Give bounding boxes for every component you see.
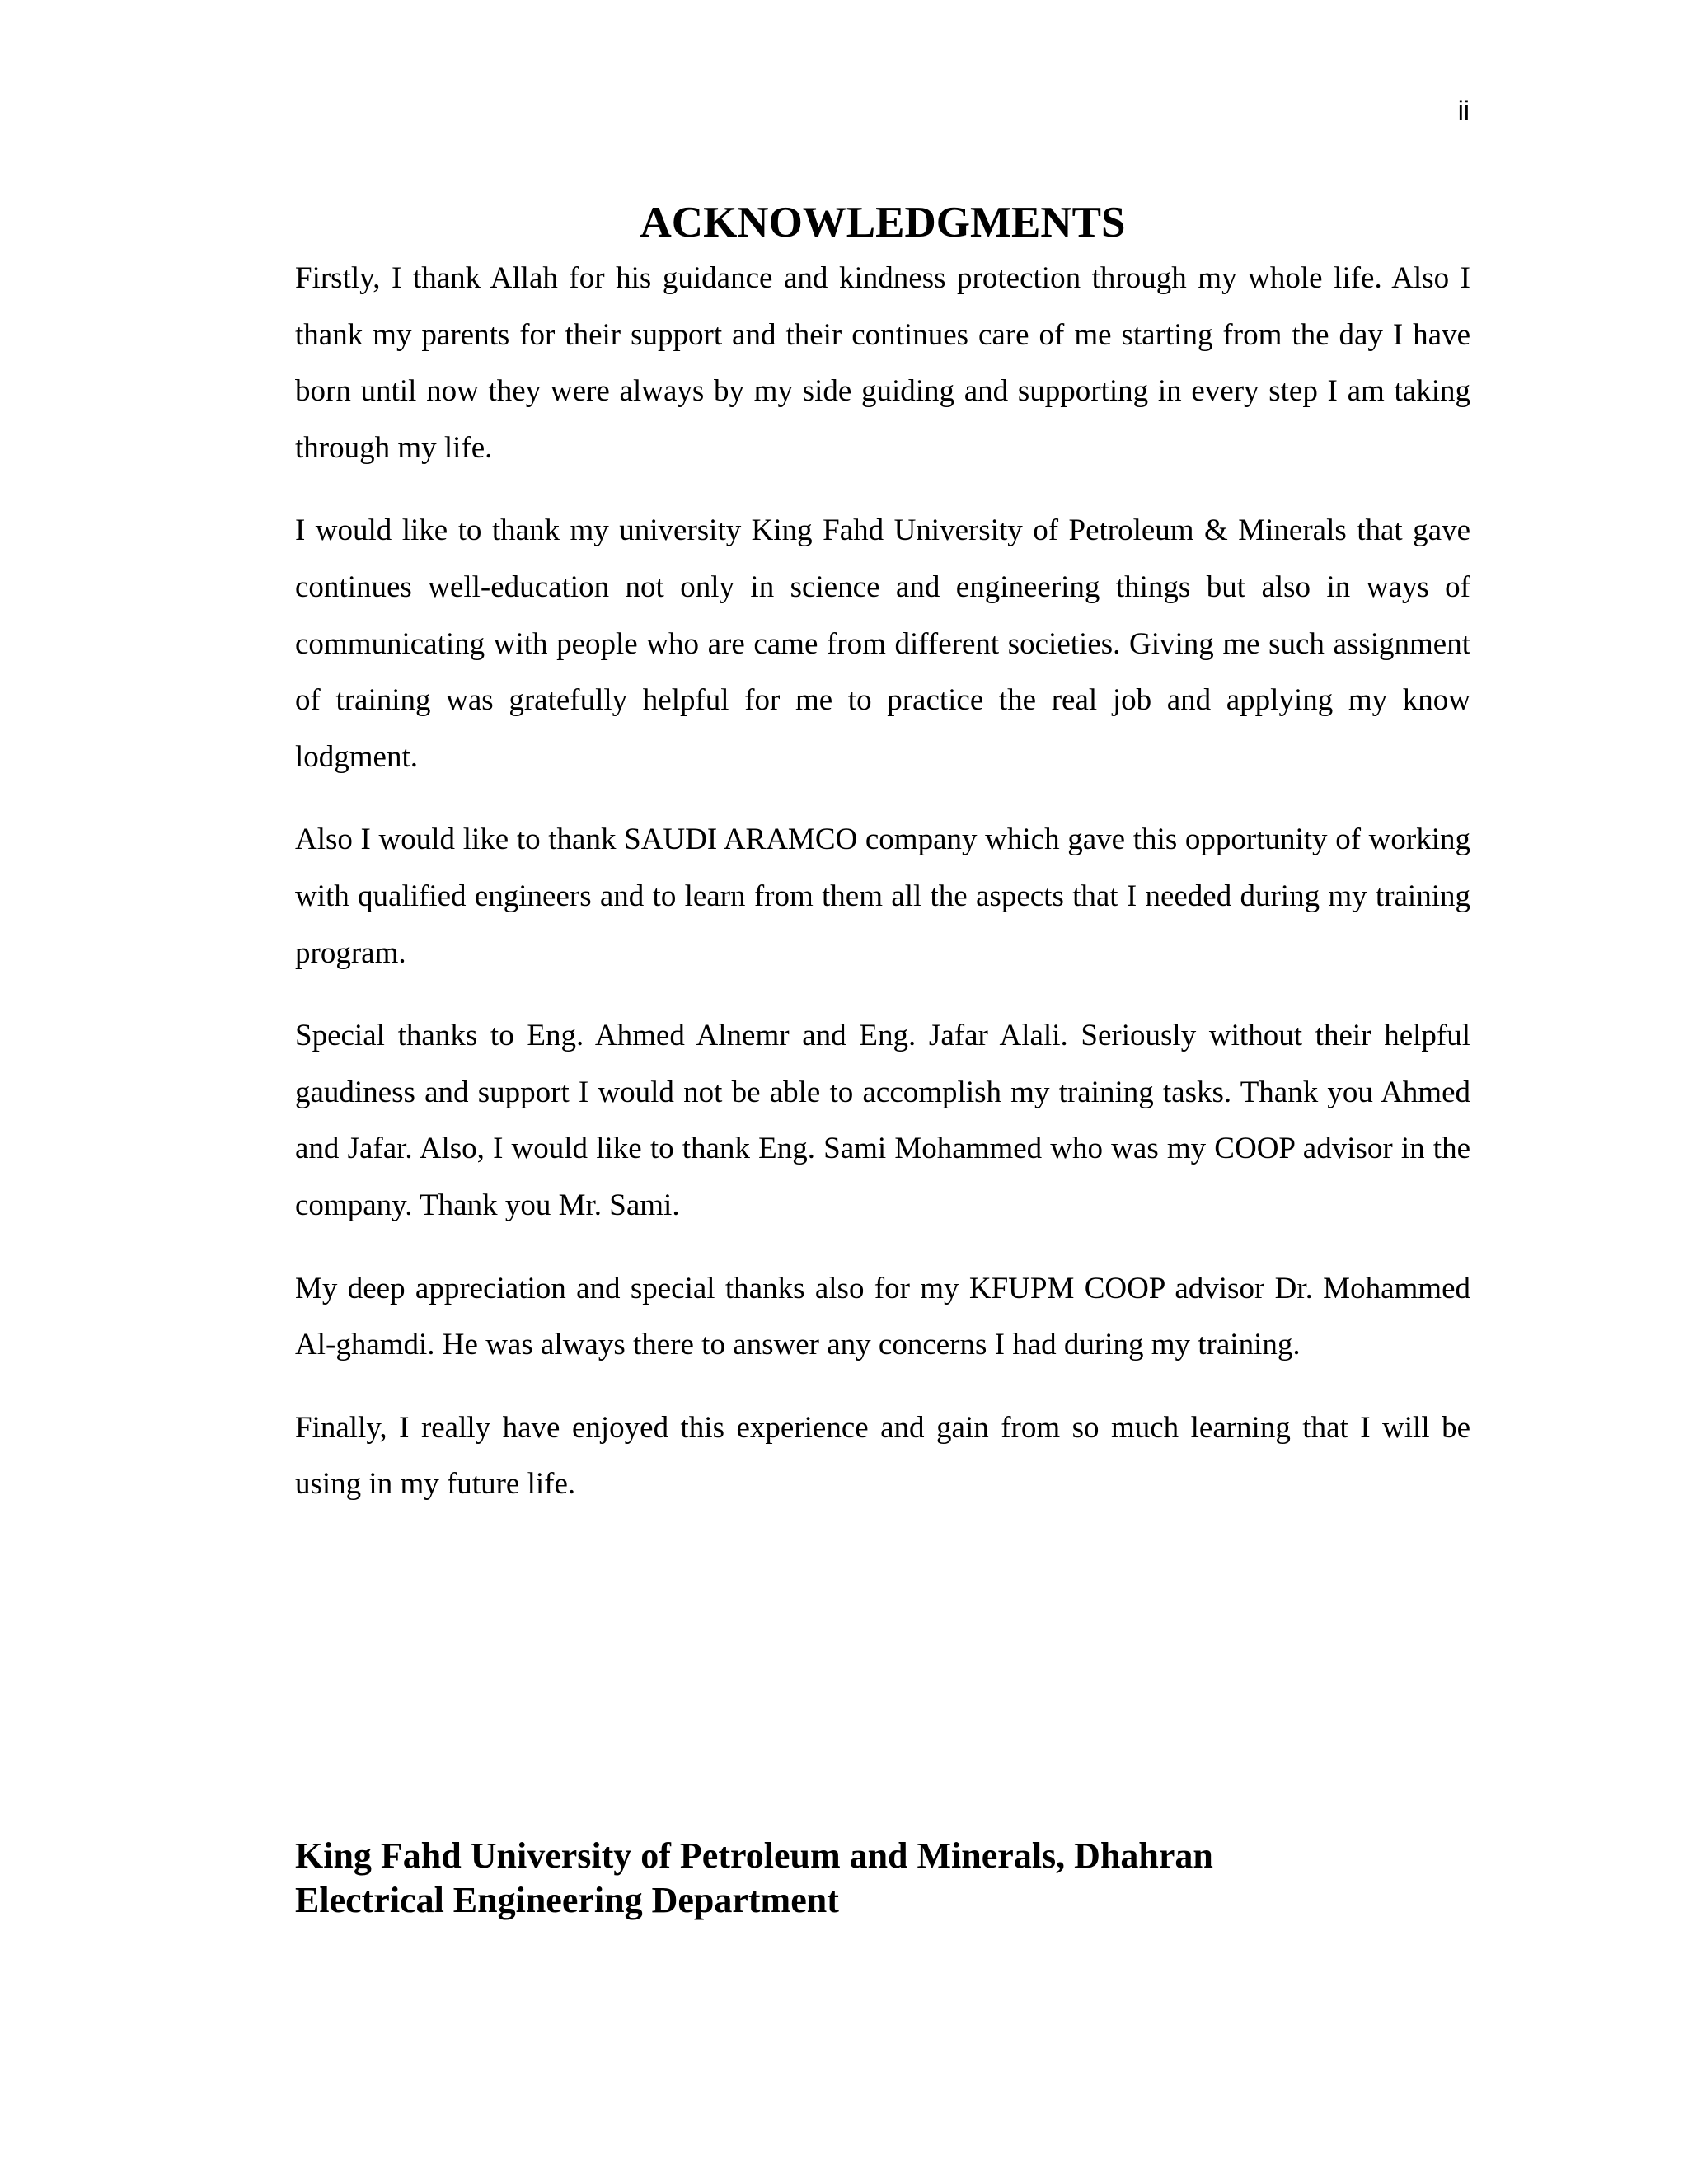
page-number: ii	[1457, 96, 1470, 125]
institution-footer	[295, 1834, 1470, 1923]
page-title: ACKNOWLEDGMENTS	[640, 199, 1126, 246]
paragraph-4: Special thanks to Eng. Ahmed Alnemr and Eng. Jafar Alali. Seriously without their helpful gaudiness and support I would not be able to accomplish my training tasks. Thank you Ahmed and Jafar. Also, I would like to thank Eng. Sami Mohammed who was my COOP advisor in the company. Thank you Mr. Sami.	[295, 1019, 1470, 1222]
acknowledgments-section	[295, 194, 1470, 1540]
paragraph-5: My deep appreciation and special thanks also for my KFUPM COOP advisor Dr. Mohammed Al-ghamdi. He was always there to answer any concerns I had during my training.	[295, 1271, 1470, 1362]
university-name: King Fahd University of Petroleum and Minerals, Dhahran	[295, 1835, 1213, 1876]
paragraph-1: Firstly, I thank Allah for his guidance and kindness protection through my whole life. Also I thank my parents for their support and their continues care of me starting from the day I have born until now they were always by my side guiding and supporting in every step I am taking through my life.	[295, 261, 1470, 465]
department-name: Electrical Engineering Department	[295, 1880, 839, 1920]
paragraph-6: Finally, I really have enjoyed this experience and gain from so much learning that I will be using in my future life.	[295, 1410, 1470, 1502]
paragraph-3: Also I would like to thank SAUDI ARAMCO company which gave this opportunity of working with qualified engineers and to learn from them all the aspects that I needed during my training program.	[295, 823, 1470, 970]
paragraph-2: I would like to thank my university King Fahd University of Petroleum & Minerals that gave continues well-education not only in science and engineering things but also in ways of communicating with people who are came from different societies. Giving me such assignment of training was gratefully helpful for me to practice the real job and applying my know lodgment.	[295, 513, 1470, 774]
